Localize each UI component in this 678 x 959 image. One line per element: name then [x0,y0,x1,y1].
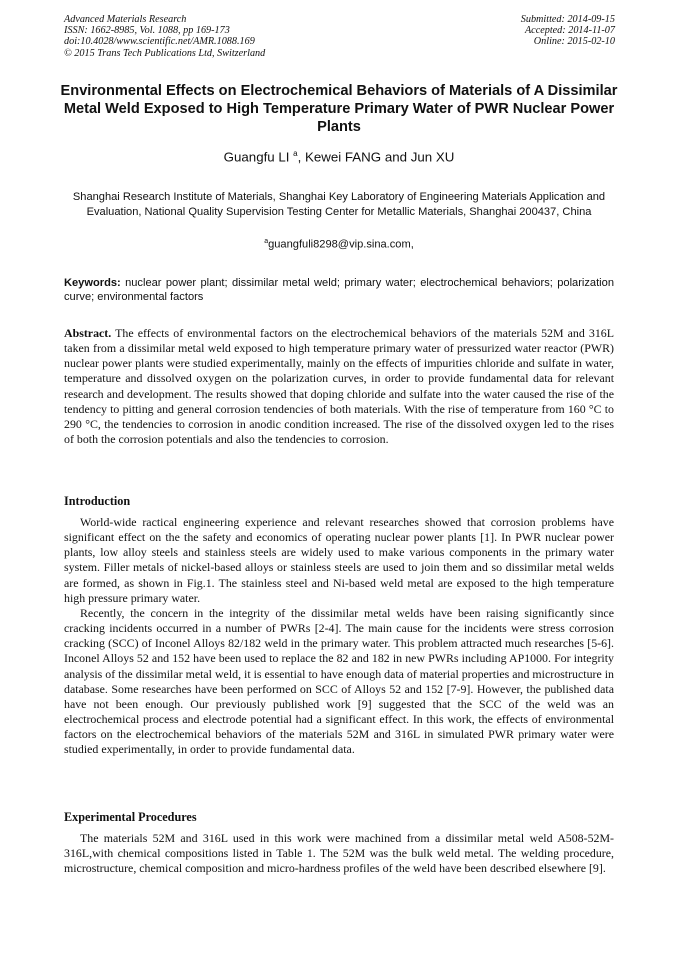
introduction-paragraph-2: Recently, the concern in the integrity of the dissimilar metal welds have been raising significantly since cracking incidents occurred in a number of PWRs [2-4]. The main cause for the incidents were stress corrosion cracking (SCC) of Inconel Alloys 82/182 weld in the primary water. This problem attracted much researches [5-6]. Inconel Alloys 52 and 152 have been used to replace the 82 and 182 in new PWRs including AP1000. For integrity analysis of the dissimilar metal weld, it is essential to have enough data of material properties and microstructure in database. Some researches have been performed on SCC of Alloys 52 and 152 [7-9]. However, the published data have not been enough. Our previously published work [9] suggested that the SCC of the weld was an electrochemical process and electrode potential had a significant effect. In this work, the effects of environmental factors on the electrochemical behaviors of the materials 52M and 316L in simulated PWR primary water were studied experimentally, in order to provide fundamental data. [64,606,614,757]
introduction-heading: Introduction [64,494,131,508]
online-date: Online: 2015-02-10 [533,36,615,48]
keywords-label: Keywords: [64,277,121,289]
journal-issn: ISSN: 1662-8985, Vol. 1088, pp 169-173 [64,25,230,37]
accepted-date: Accepted: 2014-11-07 [524,25,615,37]
affiliation: Shanghai Research Institute of Materials, Shanghai Key Laboratory of Engineering Materials Application and Evaluation, National Quality Supervision Testing Center for Metallic Materials, Shanghai 200437, China [72,191,606,218]
author-rest: , Kewei FANG and Jun XU [297,149,455,165]
introduction-paragraph-1: World-wide ractical engineering experience and relevant researches showed that corrosion problems have significant effect on the the safety and economics of operating nuclear power plants [1]. In PWR nuclear power plants, low alloy steels and stainless steels are widely used to make various components in the primary water system. Filler metals of nickel-based alloys or stainless steels are used to join them and so dissimilar metal welds are formed, as shown in Fig.1. The stainless steel and Ni-based weld metal are exposed to the high temperature high pressure primary water. [64,515,614,605]
author-email [0,238,678,251]
email-address[interactable]: guangfuli8298@vip.sina.com, [268,238,414,251]
paper-title: Environmental Effects on Electrochemical Behaviors of Materials of A Dissimilar Metal Weld Exposed to High Temperature Primary Water of PWR Nuclear Power Plants [60,83,618,135]
experimental-paragraph-1: The materials 52M and 316L used in this work were machined from a dissimilar metal weld A508-52M-316L,with chemical compositions listed in Table 1. The 52M was the bulk weld metal. The welding procedure, microstructure, chemical composition and micro-hardness profiles of the weld have been described elsewhere [9]. [64,831,614,876]
author-first-affil-mark: a [293,149,298,158]
author-first: Guangfu LI [223,149,290,165]
submitted-date: Submitted: 2014-09-15 [520,14,615,25]
abstract-text: The effects of environmental factors on the electrochemical behaviors of the materials 52M and 316L taken from a dissimilar metal weld exposed to high temperature primary water of pressurized water reactor (PWR) nuclear power plants were studied experimentally, mainly on the effects of impurities chloride and sulfate in water, temperature and dissolved oxygen on the polarization curves, in order to provide fundamental data for relevant research and development. The results showed that doping chloride and sulfate into the water caused the rise of the tendency to pitting and general corrosion tendencies of both materials. With the rise of temperature from 160 °C to 290 °C, the tendencies to corrosion in anodic condition increased. The rise of the dissolved oxygen led to the rises of both the corrosion potentials and also the tendencies to corrosion. [64,326,614,447]
email-affil-mark: a [264,238,269,245]
journal-name: Advanced Materials Research [64,14,187,25]
keywords-text: nuclear power plant; dissimilar metal weld; primary water; electrochemical behaviors; polarization curve; environmental factors [64,277,614,304]
abstract [64,326,614,447]
submission-dates [521,14,615,48]
journal-info [64,14,265,59]
journal-copyright: © 2015 Trans Tech Publications Ltd, Switzerland [64,47,266,59]
author-list [0,149,678,164]
abstract-label: Abstract. [64,326,112,340]
experimental-heading: Experimental Procedures [64,810,197,824]
keywords [64,276,614,304]
journal-doi: doi:10.4028/www.scientific.net/AMR.1088.169 [64,36,255,48]
